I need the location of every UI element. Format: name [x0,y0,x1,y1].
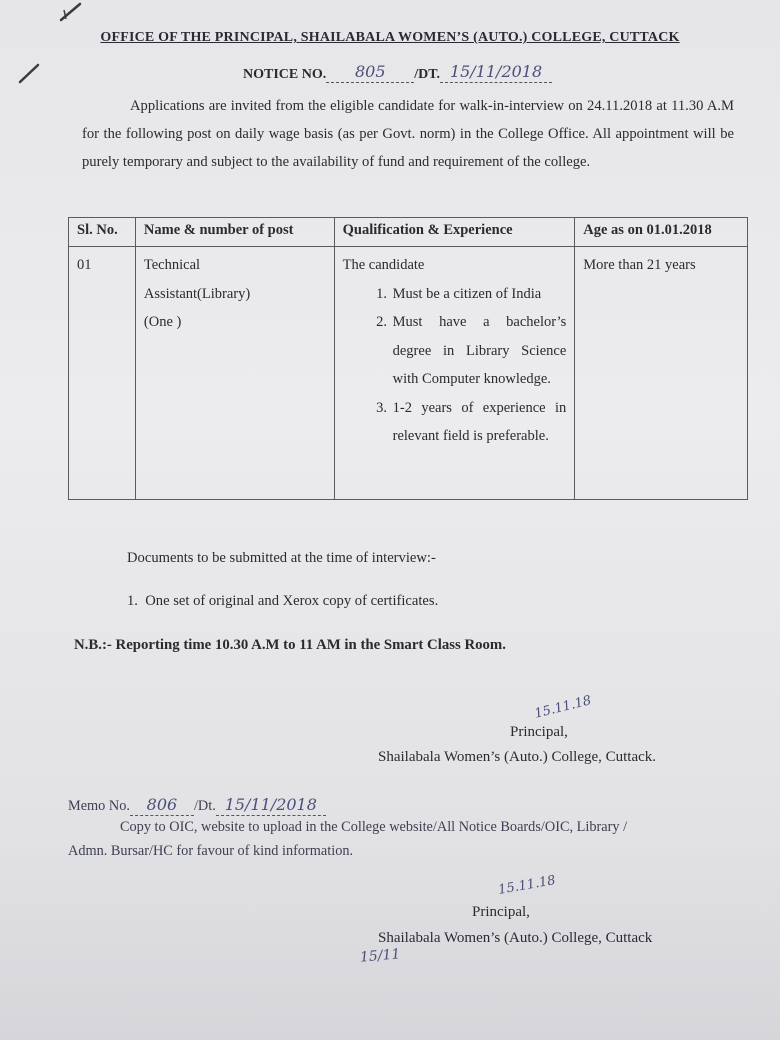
qualification-intro: The candidate [342,257,425,273]
post-name-line: Technical [143,257,201,273]
memo-label: Memo No. [68,798,130,814]
header-age: Age as on 01.01.2018 [575,218,748,247]
header-qualification: Qualification & Experience [334,218,575,247]
notice-label: NOTICE NO. [243,67,327,82]
notice-date-label: /DT. [414,67,441,82]
memo-copy-line: Copy to OIC, website to upload in the College website/All Notice Boards/OIC, Library / [120,819,628,835]
post-table [68,217,748,500]
cell-qualification [334,247,575,500]
intro-text: Applications are invited from the eligible candidate for walk-in-interview on 24.11.2018 at 11.30 A.M for the following post on daily wage basis (as per Govt. norm) in the College Office. All appointment will be purely temporary and subject to the availability of fund and requirement of the college. [82,98,734,170]
post-name-line: Assistant(Library) [143,285,251,302]
table-header-row [69,218,748,247]
memo-date-field [216,795,326,816]
office-title: OFFICE OF THE PRINCIPAL, SHAILABALA WOMEN’S (AUTO.) COLLEGE, CUTTACK [100,30,680,45]
notice-number-field [326,62,414,83]
list-number: 1. [127,593,146,609]
qualification-item: 3. 1-2 years of experience in relevant field is preferable. [391,394,567,451]
college-name-signature: Shailabala Women’s (Auto.) College, Cuttack [378,930,653,946]
qualification-item: 2. Must have a bachelor’s degree in Library Science with Computer knowledge. [391,308,567,394]
handwritten-initials: 15/11 [359,946,401,966]
cell-sl-no: 01 [69,247,136,500]
document-text: One set of original and Xerox copy of certificates. [145,593,439,609]
memo-number: 806 [146,795,178,814]
qualification-list [343,280,567,451]
qualification-item: 1. Must be a citizen of India [391,280,567,309]
memo-date-label: /Dt. [193,798,216,814]
memo-date: 15/11/2018 [224,795,317,814]
header-sl-no: Sl. No. [69,218,136,247]
memo-number-field [130,795,194,816]
notice-number: 805 [354,62,386,81]
cell-post [135,247,334,500]
principal-designation: Principal, [472,904,530,920]
cell-age: More than 21 years [575,247,748,500]
post-count: (One ) [143,314,182,330]
documents-heading: Documents to be submitted at the time of interview:- [127,550,436,566]
notice-date-field [440,62,552,83]
table-row [69,247,748,500]
pen-mark-icon [58,2,84,22]
documents-list-item [127,593,438,610]
memo-line [68,795,326,816]
principal-signature-handwritten: 15.11.18 [533,693,593,722]
pen-mark-icon [16,62,42,84]
memo-copy-line: Admn. Bursar/HC for favour of kind information. [68,843,354,859]
principal-designation: Principal, [510,724,568,740]
intro-paragraph [82,92,734,176]
header-post: Name & number of post [135,218,334,247]
nb-reporting-time: N.B.:- Reporting time 10.30 A.M to 11 AM in the Smart Class Room. [74,637,506,653]
principal-signature-handwritten: 15.11.18 [497,873,557,898]
notice-date: 15/11/2018 [449,62,543,81]
notice-number-line [243,62,552,83]
college-name-signature: Shailabala Women’s (Auto.) College, Cuttack. [378,749,657,765]
